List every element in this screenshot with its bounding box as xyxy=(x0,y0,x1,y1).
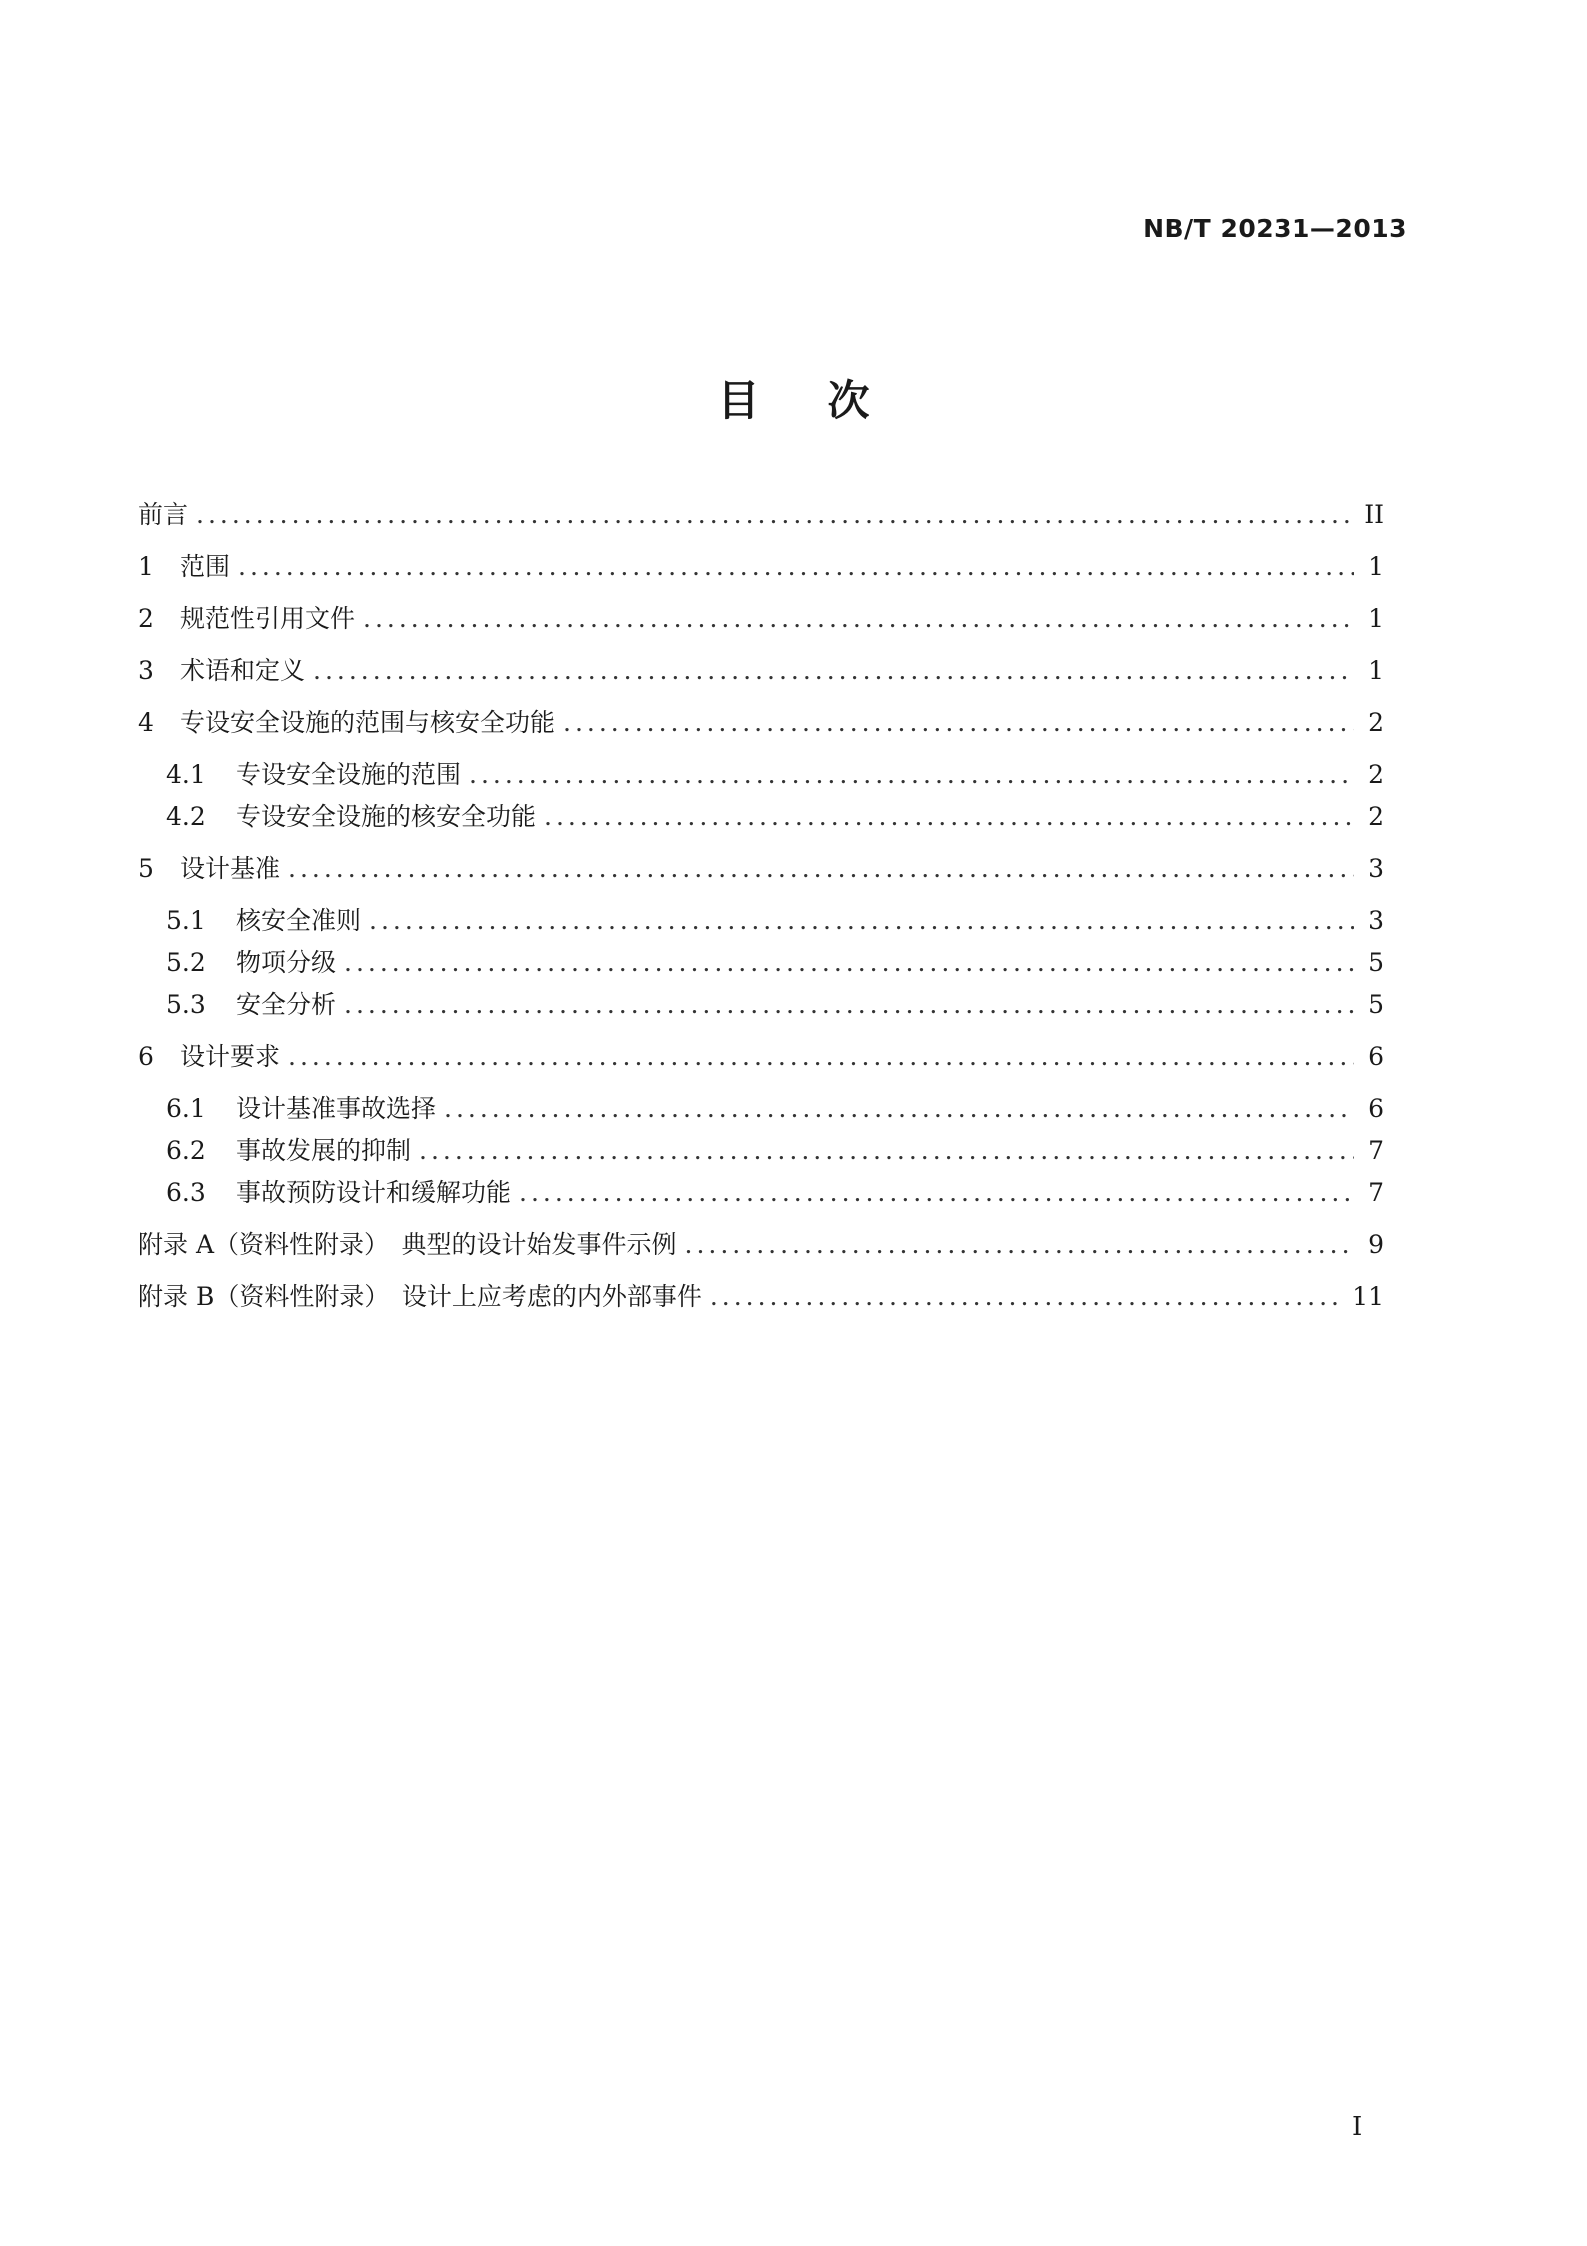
standard-code: NB/T 20231—2013 xyxy=(1143,214,1407,243)
toc-entry-page: 7 xyxy=(1368,1136,1384,1165)
toc-entry-number: 2 xyxy=(138,604,154,633)
toc-leader-dots xyxy=(344,988,1354,1022)
toc-entry-page: 2 xyxy=(1368,802,1384,831)
toc-entry-label: 专设安全设施的范围 xyxy=(236,760,462,789)
toc-entry-5[interactable] xyxy=(138,852,1384,886)
toc-leader-dots xyxy=(544,800,1354,834)
toc-leader-dots xyxy=(519,1176,1354,1210)
toc-entry-number: 5 xyxy=(138,854,154,883)
toc-entry-number: 4.2 xyxy=(166,802,206,831)
toc-entry-label: 范围 xyxy=(180,552,231,581)
toc-entry-4-2[interactable] xyxy=(138,800,1384,834)
toc-entry-number: 6.1 xyxy=(166,1094,206,1123)
toc-entry-4[interactable] xyxy=(138,706,1384,740)
toc-entry-page: 3 xyxy=(1368,854,1384,883)
toc-leader-dots xyxy=(344,946,1354,980)
toc-leader-dots xyxy=(419,1134,1354,1168)
toc-entry-number: 1 xyxy=(138,552,154,581)
page-number: I xyxy=(1352,2112,1363,2142)
toc-entry-label: 前言 xyxy=(138,500,189,529)
toc-entry-label: 物项分级 xyxy=(236,948,337,977)
toc-entry-number: 5.3 xyxy=(166,990,206,1019)
toc-entry-6-1[interactable] xyxy=(138,1092,1384,1126)
toc-leader-dots xyxy=(363,602,1354,636)
toc-entry-number: 4.1 xyxy=(166,760,206,789)
toc-entry-page: 5 xyxy=(1368,990,1384,1019)
toc-entry-number: 6.3 xyxy=(166,1178,206,1207)
toc-entry-appendix-a[interactable] xyxy=(138,1228,1384,1262)
toc-entry-label: 规范性引用文件 xyxy=(180,604,356,633)
toc-entry-5-2[interactable] xyxy=(138,946,1384,980)
toc-entry-page: 1 xyxy=(1368,552,1384,581)
toc-entry-label: 术语和定义 xyxy=(180,656,306,685)
title-char-2: 次 xyxy=(827,376,870,425)
toc-entry-6[interactable] xyxy=(138,1040,1384,1074)
toc-entry-page: 5 xyxy=(1368,948,1384,977)
toc-entry-label: 核安全准则 xyxy=(236,906,362,935)
toc-entry-2[interactable] xyxy=(138,602,1384,636)
toc-leader-dots xyxy=(563,706,1354,740)
toc-entry-page: 11 xyxy=(1352,1282,1384,1311)
toc-entry-label: 安全分析 xyxy=(236,990,337,1019)
toc-entry-label: 设计基准事故选择 xyxy=(236,1094,437,1123)
toc-entry-5-3[interactable] xyxy=(138,988,1384,1022)
toc-leader-dots xyxy=(469,758,1354,792)
toc-entry-page: 2 xyxy=(1368,760,1384,789)
toc-entry-number: 6 xyxy=(138,1042,154,1071)
toc-leader-dots xyxy=(288,1040,1354,1074)
toc-leader-dots xyxy=(710,1280,1344,1314)
toc-entry-label: 专设安全设施的核安全功能 xyxy=(236,802,537,831)
table-of-contents xyxy=(138,498,1384,1314)
toc-entry-label: 设计要求 xyxy=(180,1042,281,1071)
toc-entry-5-1[interactable] xyxy=(138,904,1384,938)
toc-leader-dots xyxy=(288,852,1354,886)
toc-entry-appendix-b[interactable] xyxy=(138,1280,1384,1314)
toc-entry-1[interactable] xyxy=(138,550,1384,584)
toc-leader-dots xyxy=(369,904,1354,938)
toc-entry-page: 1 xyxy=(1368,656,1384,685)
toc-entry-page: 7 xyxy=(1368,1178,1384,1207)
toc-entry-label: 附录 A（资料性附录） 典型的设计始发事件示例 xyxy=(138,1230,677,1259)
toc-entry-6-2[interactable] xyxy=(138,1134,1384,1168)
toc-entry-label: 事故预防设计和缓解功能 xyxy=(236,1178,512,1207)
toc-entry-page: 6 xyxy=(1368,1042,1384,1071)
toc-entry-label: 事故发展的抑制 xyxy=(236,1136,412,1165)
toc-leader-dots xyxy=(685,1228,1354,1262)
title-char-1: 目 xyxy=(717,376,760,425)
toc-leader-dots xyxy=(196,498,1354,532)
toc-entry-label: 专设安全设施的范围与核安全功能 xyxy=(180,708,556,737)
toc-entry-6-3[interactable] xyxy=(138,1176,1384,1210)
toc-entry-label: 设计基准 xyxy=(180,854,281,883)
toc-entry-page: 6 xyxy=(1368,1094,1384,1123)
toc-entry-page: 2 xyxy=(1368,708,1384,737)
toc-entry-page: 3 xyxy=(1368,906,1384,935)
toc-entry-number: 6.2 xyxy=(166,1136,206,1165)
toc-entry-page: 1 xyxy=(1368,604,1384,633)
toc-leader-dots xyxy=(313,654,1354,688)
toc-entry-number: 4 xyxy=(138,708,154,737)
toc-entry-3[interactable] xyxy=(138,654,1384,688)
toc-entry-number: 3 xyxy=(138,656,154,685)
toc-entry-number: 5.1 xyxy=(166,906,206,935)
toc-entry-number: 5.2 xyxy=(166,948,206,977)
toc-leader-dots xyxy=(238,550,1354,584)
toc-entry-page: II xyxy=(1364,500,1384,529)
toc-leader-dots xyxy=(444,1092,1354,1126)
page-title xyxy=(0,368,1587,428)
toc-entry-4-1[interactable] xyxy=(138,758,1384,792)
toc-entry-foreword[interactable] xyxy=(138,498,1384,532)
toc-entry-page: 9 xyxy=(1368,1230,1384,1259)
toc-entry-label: 附录 B（资料性附录） 设计上应考虑的内外部事件 xyxy=(138,1282,702,1311)
